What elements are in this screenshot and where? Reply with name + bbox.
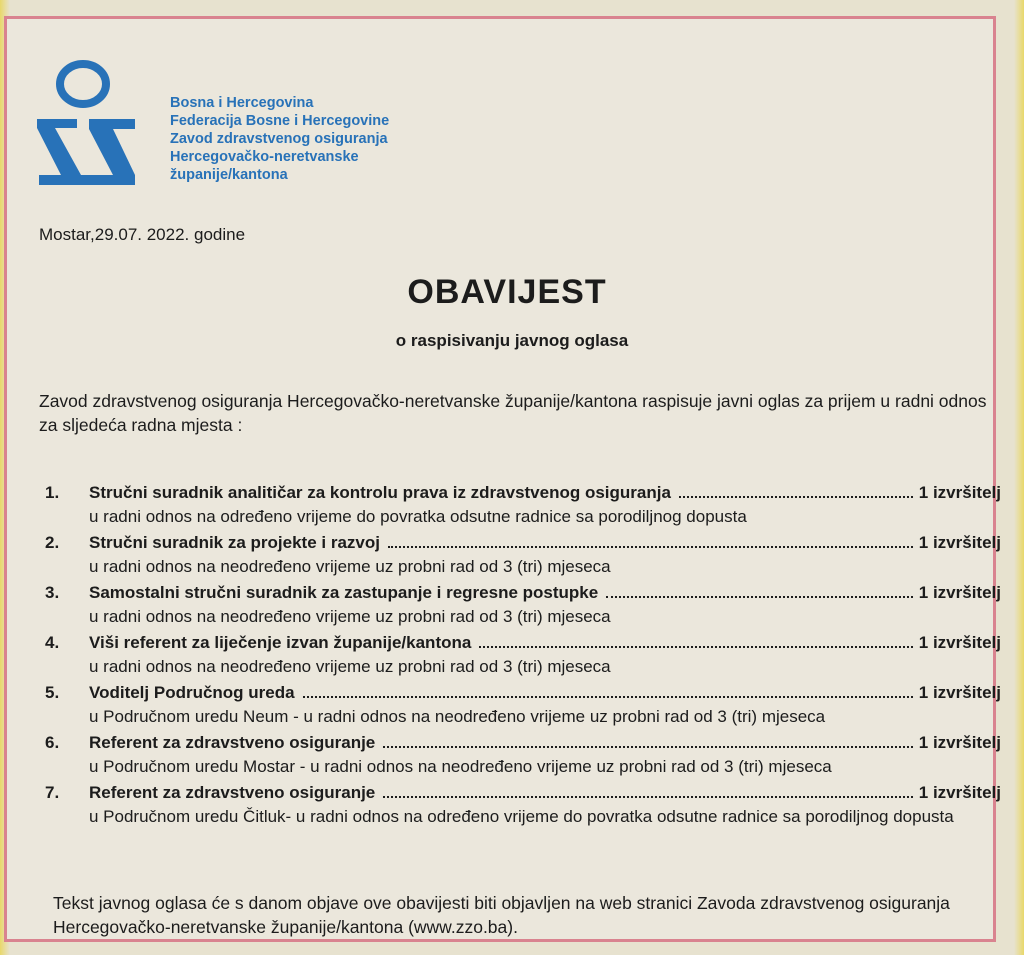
position-count: 1 izvršitelj: [918, 533, 1001, 552]
position-desc: u Područnom uredu Čitluk- u radni odnos na određeno vrijeme do povratka odsutne radnice sa porodiljnog dopusta: [89, 807, 954, 826]
position-count: 1 izvršitelj: [918, 483, 1001, 502]
item-number: 6.: [45, 733, 60, 752]
notice-date: Mostar,29.07. 2022. godine: [39, 225, 246, 244]
position-count: 1 izvršitelj: [918, 783, 1001, 802]
notice-paper: [4, 16, 1001, 942]
list-item: [39, 481, 1001, 529]
footer-paragraph: Tekst javnog oglasa će s danom objave ove obavijesti biti objavljen na web stranici Zavoda zdravstvenog osiguranja Hercegovačko-neretvanske županije/kantona (www.zzo.ba).: [53, 893, 950, 937]
list-item: [39, 531, 1001, 579]
position-desc: u Područnom uredu Neum - u radni odnos na neodređeno vrijeme uz probni rad od 3 (tri) mjeseca: [89, 707, 826, 726]
dot-leader: [383, 746, 913, 748]
list-item: [39, 731, 1001, 779]
dot-leader: [606, 596, 913, 598]
position-name: Stručni suradnik analitičar za kontrolu prava iz zdravstvenog osiguranja: [89, 483, 671, 502]
position-count: 1 izvršitelj: [918, 733, 1001, 752]
positions-list: [39, 481, 1001, 831]
zzo-logo: [31, 57, 141, 197]
notice-title: OBAVIJEST: [407, 273, 607, 311]
org-line: Federacija Bosne i Hercegovine: [170, 113, 390, 129]
position-desc: u Područnom uredu Mostar - u radni odnos na neodređeno vrijeme uz probni rad od 3 (tri) mjeseca: [89, 757, 832, 776]
dot-leader: [479, 646, 912, 648]
org-name: [170, 94, 389, 184]
item-number: 5.: [45, 683, 60, 702]
position-count: 1 izvršitelj: [918, 683, 1001, 702]
item-number: 2.: [45, 533, 60, 552]
list-item: [39, 681, 1001, 729]
item-number: 7.: [45, 783, 60, 802]
item-number: 4.: [45, 633, 60, 652]
position-desc: u radni odnos na neodređeno vrijeme uz probni rad od 3 (tri) mjeseca: [89, 607, 611, 626]
position-name: Referent za zdravstveno osiguranje: [89, 783, 376, 802]
position-desc: u radni odnos na neodređeno vrijeme uz probni rad od 3 (tri) mjeseca: [89, 557, 611, 576]
item-number: 3.: [45, 583, 60, 602]
dot-leader: [679, 496, 913, 498]
list-item: [39, 581, 1001, 629]
list-item: [39, 631, 1001, 679]
position-count: 1 izvršitelj: [918, 633, 1001, 652]
dot-leader: [303, 696, 913, 698]
position-name: Referent za zdravstveno osiguranje: [89, 733, 376, 752]
item-number: 1.: [45, 483, 60, 502]
org-line: Bosna i Hercegovina: [170, 95, 314, 111]
position-desc: u radni odnos na određeno vrijeme do povratka odsutne radnice sa porodiljnog dopusta: [89, 507, 747, 526]
list-item: [39, 781, 1001, 829]
intro-paragraph: Zavod zdravstvenog osiguranja Hercegovačko-neretvanske županije/kantona raspisuje javni oglas za prijem u radni odnos za sljedeća radna mjesta :: [39, 391, 987, 435]
position-desc: u radni odnos na neodređeno vrijeme uz probni rad od 3 (tri) mjeseca: [89, 657, 611, 676]
dot-leader: [388, 546, 913, 548]
position-name: Viši referent za liječenje izvan županije/kantona: [89, 633, 472, 652]
position-count: 1 izvršitelj: [918, 583, 1001, 602]
position-name: Stručni suradnik za projekte i razvoj: [89, 533, 380, 552]
notice-subtitle: o raspisivanju javnog oglasa: [395, 331, 629, 350]
org-line: Hercegovačko-neretvanske: [170, 149, 359, 165]
org-line: županije/kantona: [170, 167, 288, 183]
org-line: Zavod zdravstvenog osiguranja: [170, 131, 388, 147]
position-name: Samostalni stručni suradnik za zastupanje i regresne postupke: [89, 583, 599, 602]
position-name: Voditelj Područnog ureda: [89, 683, 295, 702]
dot-leader: [383, 796, 913, 798]
